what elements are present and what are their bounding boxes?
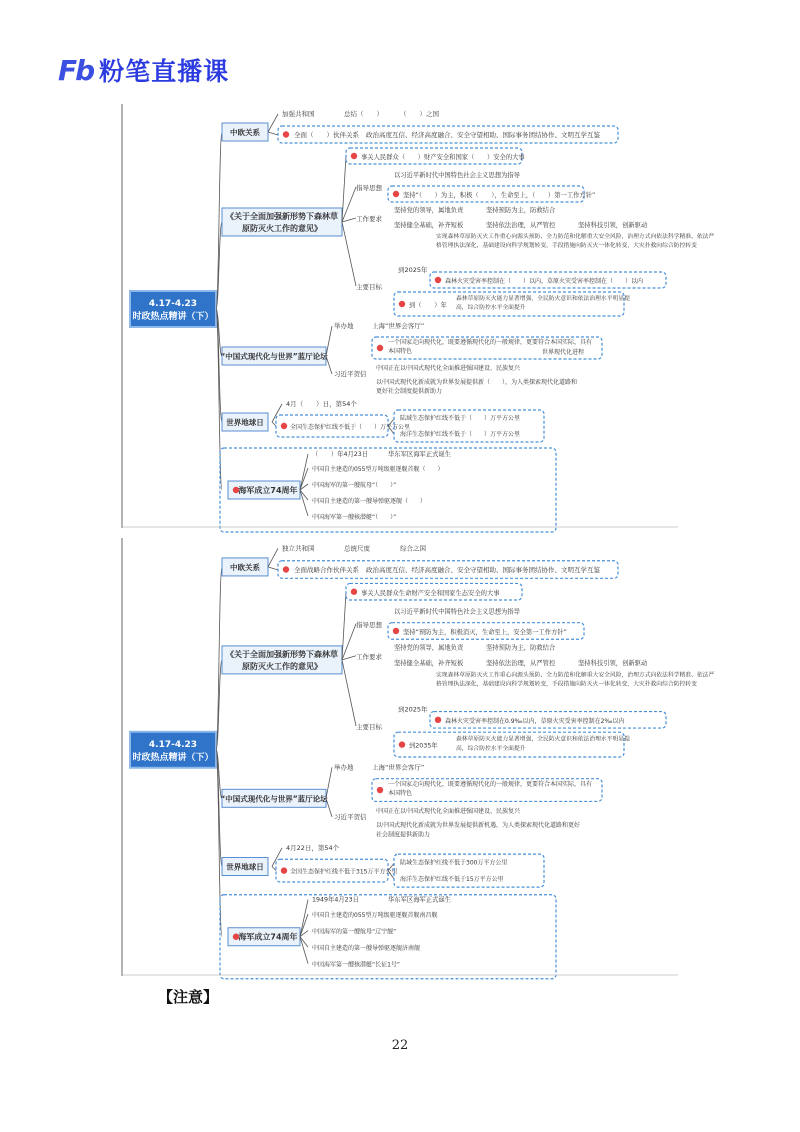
branch-label: 中欧关系 <box>230 128 260 137</box>
leaf-text: 中国正在以中国式现代化全面推进强国建设、民族复兴 <box>376 807 521 815</box>
leaf-text: 一个国家走向现代化，既要遵循现代化的一般规律，更要符合本国实际，具有 <box>388 780 593 788</box>
branch-label: 世界地球日 <box>226 418 264 427</box>
leaf-text: 全面战略合作伙伴关系 <box>294 566 359 575</box>
bullet-icon <box>351 153 357 159</box>
connector-line <box>342 156 346 222</box>
branch-label: 海军成立74周年 <box>238 932 298 942</box>
branch-label: 《关于全面加强新形势下森林草 <box>226 649 338 659</box>
leaf-text: 高，综合防控水平全面提升 <box>456 305 526 311</box>
bullet-icon <box>283 131 289 137</box>
connector-line <box>342 222 356 286</box>
root-node-line: 时政热点精讲（下） <box>132 312 214 322</box>
leaf-text: 森林火灾受害率控制在0.9‰以内，草原火灾受害率控制在2‰以内 <box>445 717 625 725</box>
connector-line <box>342 218 356 222</box>
leaf-text: 更好社会制度提供新助力 <box>376 388 443 395</box>
leaf-text: 全面（ ）伙伴关系 <box>294 131 359 139</box>
connector-line <box>268 548 278 567</box>
connector-line <box>326 356 332 374</box>
bullet-icon <box>283 566 289 572</box>
leaf-text: 格管理执法深化，基础建设向科学规划转变，手段措施向防灭火一体化转变，大灾扑救向综合防控转变 <box>436 243 697 249</box>
bullet-icon <box>399 301 405 307</box>
sub-label: 主要目标 <box>356 723 382 732</box>
leaf-text: 中国海军第一艘核潜艇“（ ）” <box>312 514 397 521</box>
leaf-text: 坚持“预防为主，积极消灭，生命至上，安全第一工作方针” <box>403 629 567 637</box>
brand-logo <box>58 52 229 88</box>
leaf-text: 坚持健全基础，补齐短板 <box>394 222 464 229</box>
leaf-text: 本国特色 <box>388 348 413 355</box>
leaf-text: 政治高度互信、经济高度融合、安全守望相助、国际事务团结协作、文明互学互鉴 <box>366 566 600 575</box>
leaf-text: 坚持党的领导，属地负责 <box>394 207 464 214</box>
leaf-text: 中国海军第一艘核潜艇“长征1号” <box>312 961 401 969</box>
leaf-text: 政治高度互信、经济高度融合、安全守望相助、国际事务团结协作、文明互学互鉴 <box>366 131 600 139</box>
leaf-text: 到2035年 <box>409 742 438 750</box>
branch-label: 《关于全面加强新形势下森林草 <box>226 212 338 221</box>
leaf-text: 实现森林草原防灭火工作重心向源头预防、全力防范和化解重大安全风险，治理方式向依法科学精准、依法严 <box>436 672 715 679</box>
leaf-text: 坚持健全基础，补齐短板 <box>394 660 464 668</box>
note-heading: 【注意】 <box>158 988 219 1006</box>
leaf-text: 以中国式现代化新成就为世界发展提供新机遇，为人类探索现代化道路和更好 <box>376 822 581 830</box>
connector-line <box>342 656 356 660</box>
connector-line <box>272 404 282 422</box>
leaf-text: 上海“世界会客厅” <box>372 322 425 330</box>
leaf-text: 加强共和国 <box>282 110 315 118</box>
sub-label: 举办地 <box>334 763 354 772</box>
leaf-text: 华东军区海军正式诞生 <box>388 451 451 458</box>
connector-line <box>326 767 332 798</box>
leaf-text: 总统尺度 <box>344 544 370 553</box>
bullet-icon <box>377 787 383 793</box>
connector-line <box>342 592 346 660</box>
root-node-line: 4.17-4.23 <box>148 299 198 309</box>
sub-label: 指导思想 <box>356 620 382 629</box>
leaf-text: 格管理执法深化，基础建设向科学规划转变，手段措施向防灭火一体化转变，大灾扑救向综合防控转变 <box>436 681 697 688</box>
leaf-text: 全国生态保护红线不低于（ ）万平方公里 <box>290 424 411 431</box>
leaf-text: （ ）之国 <box>400 110 439 118</box>
leaf-text: 全国生态保护红线不低于315万平方公里 <box>290 868 398 876</box>
leaf-text: 社会制度提供新助力 <box>376 831 431 839</box>
leaf-text: 海洋生态保护红线不低于15万平方公里 <box>400 875 504 883</box>
leaf-text: 陆域生态保护红线不低于300万平方公里 <box>400 859 508 867</box>
leaf-text: 坚持党的领导，属地负责 <box>394 644 464 652</box>
sub-label: 工作要求 <box>356 215 382 223</box>
leaf-text: 坚持依法治理，从严管控 <box>486 660 556 668</box>
leaf-text: 坚持科技引领，创新驱动 <box>578 660 648 668</box>
connector-line <box>216 132 222 309</box>
leaf-text: 事关人民群众（ ）财产安全和国家（ ）安全的大事 <box>361 154 525 161</box>
sub-label: 到2025年 <box>398 266 428 274</box>
leaf-text: （ ）年4月23日 <box>312 451 369 458</box>
connector-line <box>268 132 278 135</box>
page-number: 22 <box>391 1038 409 1053</box>
bullet-icon <box>281 867 287 873</box>
leaf-text: 一个国家走向现代化，既要遵循现代化的一般规律，更要符合本国实际，具有 <box>388 339 593 346</box>
connector-line <box>216 567 222 750</box>
branch-label: 原防灭火工作的意见》 <box>242 224 322 233</box>
sub-label: 到2025年 <box>398 705 428 714</box>
leaf-text: 事关人民群众生命财产安全和国家生态安全的大事 <box>361 589 500 597</box>
leaf-text: 独立共和国 <box>282 544 315 553</box>
leaf-text: 中国自主建造的055型万吨级驱逐舰首舰南昌舰 <box>312 912 438 920</box>
sub-label: 指导思想 <box>356 184 382 192</box>
mindmap-blank-svg <box>122 104 715 528</box>
mindmap-blank <box>122 104 715 528</box>
branch-label: 海军成立74周年 <box>238 486 298 495</box>
connector-line <box>268 567 278 570</box>
bullet-icon <box>399 741 405 747</box>
leaf-text: 以中国式现代化新成就为世界发展提供新（ ），为人类探索现代化道路和 <box>376 379 578 386</box>
leaf-text: 坚持预防为主，防救结合 <box>486 644 556 652</box>
leaf-text: 坚持依法治理，从严管控 <box>486 222 556 229</box>
branch-label: “中国式现代化与世界”蓝厅论坛 <box>220 794 328 804</box>
branch-label: 中欧关系 <box>230 562 260 572</box>
bullet-icon <box>435 277 441 283</box>
connector-line <box>300 937 308 964</box>
leaf-text: 世界现代化进程 <box>542 349 585 356</box>
bullet-icon <box>435 717 441 723</box>
leaf-text: 森林草原防灭火能力显著增强，全民防火意识和依法治理水平明显提 <box>456 296 630 302</box>
sub-label: 工作要求 <box>356 652 382 661</box>
bullet-icon <box>393 628 399 634</box>
sub-label: 举办地 <box>334 322 354 330</box>
leaf-text: 以习近平新时代中国特色社会主义思想为指导 <box>394 172 520 179</box>
leaf-text: 海洋生态保护红线不低于（ ）万平方公里 <box>400 431 521 438</box>
leaf-text: 坚持科技引领，创新驱动 <box>578 222 648 229</box>
sub-label: 主要目标 <box>356 283 382 291</box>
logo-name: 粉笔直播课 <box>99 57 230 86</box>
leaf-text: 1949年4月23日 <box>312 896 359 904</box>
leaf-text: 到（ ）年 <box>409 302 447 309</box>
leaf-text: 坚持预防为主，防救结合 <box>486 207 556 214</box>
leaf-text: 坚持“（ ）为主，积极（ ），生命至上，（ ）第一工作方针” <box>403 192 596 199</box>
root-node-line: 时政热点精讲（下） <box>132 752 214 763</box>
branch-label: 世界地球日 <box>226 862 264 872</box>
root-node-line: 4.17-4.23 <box>148 739 198 750</box>
bullet-icon <box>377 345 383 351</box>
leaf-text: 高，综合防控水平全面提升 <box>456 745 526 752</box>
connector-line <box>326 326 332 356</box>
leaf-text: 森林火灾受害率控制在（ ）以内，草原火灾受害率控制在（ ）以内 <box>445 278 644 285</box>
branch-label: 原防灭火工作的意见》 <box>242 661 322 671</box>
leaf-text: 中国自主建造的第一艘导弹驱逐舰济南舰 <box>312 945 421 953</box>
leaf-text: 陆域生态保护红线不低于（ ）万平方公里 <box>400 415 521 422</box>
connector-line <box>268 114 278 132</box>
leaf-text: 以习近平新时代中国特色社会主义思想为指导 <box>394 608 520 616</box>
connector-line <box>326 798 332 817</box>
leaf-text: 本国特色 <box>388 790 413 798</box>
bullet-icon <box>393 191 399 197</box>
leaf-text: 4月（ ）日，第54个 <box>286 400 357 408</box>
sub-label: 习近平贺信 <box>334 812 367 821</box>
leaf-text: 中国正在以中国式现代化全面推进强国建设、民族复兴 <box>376 365 521 372</box>
leaf-text: 中国自主建造的第一艘导弹驱逐舰（ ） <box>312 498 427 505</box>
bullet-icon <box>351 589 357 595</box>
leaf-text: 综合之国 <box>400 544 426 553</box>
connector-line <box>342 660 356 726</box>
bullet-icon <box>281 423 287 429</box>
leaf-text: 4月22日，第54个 <box>286 843 340 852</box>
leaf-text: 华东军区海军正式诞生 <box>388 896 451 904</box>
leaf-text: 中国自主建造的055型万吨级驱逐舰首舰（ ） <box>312 466 444 473</box>
mindmap-answers-svg <box>122 538 715 976</box>
logo-mark: Fb <box>58 53 94 87</box>
leaf-text: 实现森林草原防灭火工作重心向源头预防、全力防范和化解重大安全风险，治理方式向依法科学精准、依法严 <box>436 234 715 240</box>
leaf-text: 森林草原防灭火能力显著增强，全民防火意识和依法治理水平明显提 <box>456 736 630 743</box>
leaf-text: 中国海军的第一艘航母“辽宁舰” <box>312 928 397 936</box>
branch-label: “中国式现代化与世界”蓝厅论坛 <box>220 352 328 361</box>
sub-label: 习近平贺信 <box>334 370 367 378</box>
leaf-text: 上海“世界会客厅” <box>372 763 425 772</box>
connector-line <box>300 490 308 516</box>
leaf-text: 中国海军的第一艘航母“（ ）” <box>312 482 397 489</box>
mindmap-answers <box>122 538 715 976</box>
connector-line <box>272 848 282 867</box>
leaf-text: 总结（ ） <box>344 110 383 118</box>
